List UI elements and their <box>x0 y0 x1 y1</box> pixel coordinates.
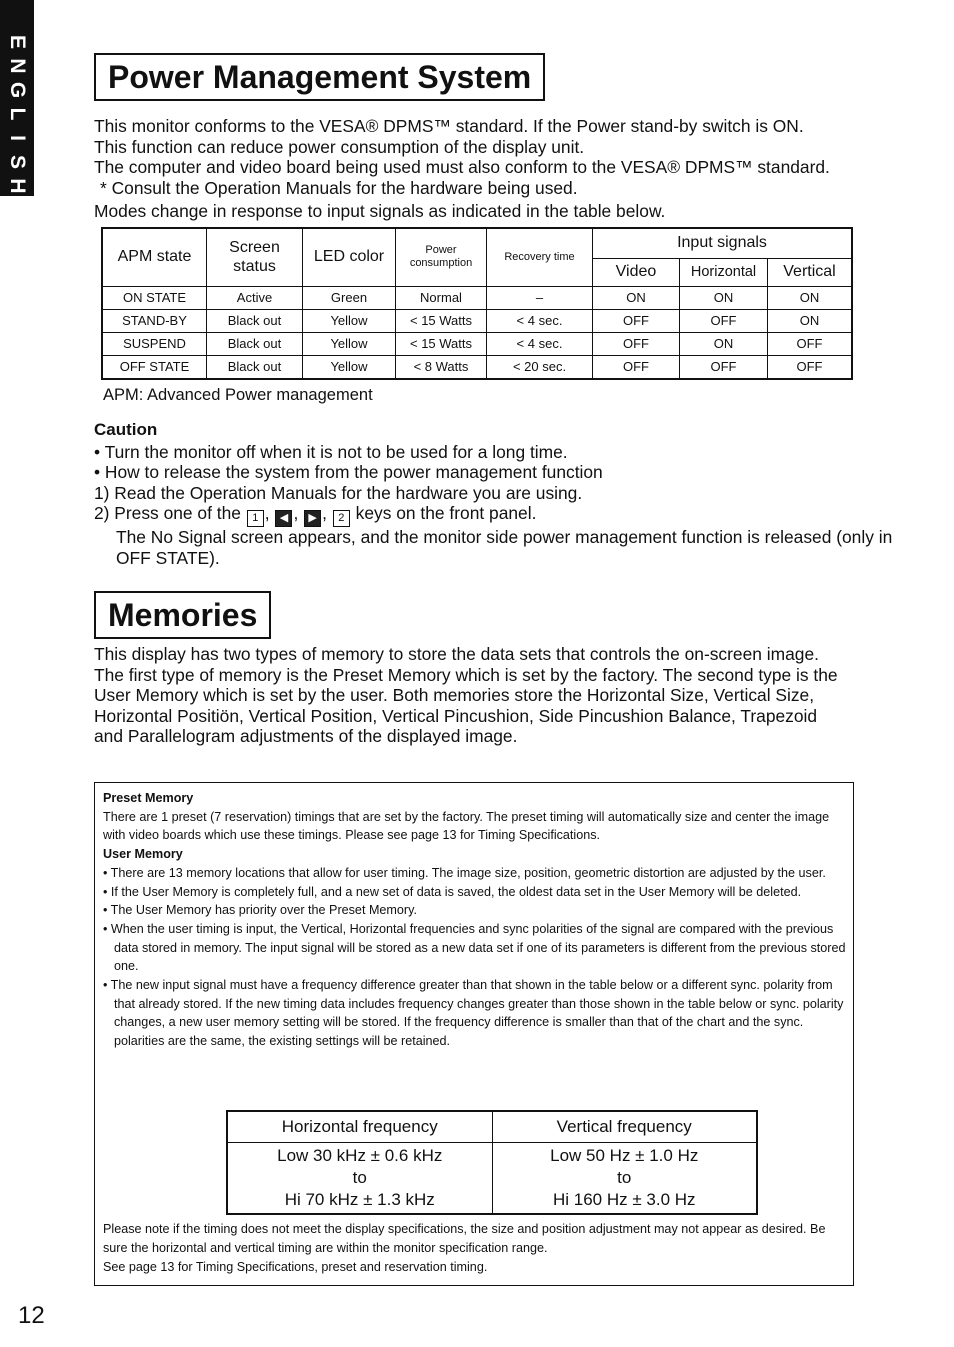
side-tab-letter: L <box>6 107 29 121</box>
table-cell: STAND-BY <box>102 309 207 332</box>
horizontal-frequency-values <box>227 1143 492 1215</box>
table-cell: < 4 sec. <box>487 309 593 332</box>
memories-intro <box>94 644 839 747</box>
user-memory-bullet: • If the User Memory is completely full, and a new set of data is saved, the oldest data set in the User Memory will be deleted. <box>103 884 802 899</box>
table-cell: – <box>487 286 593 309</box>
header-screen-status: Screen status <box>207 228 303 286</box>
vertical-frequency-values <box>492 1143 757 1215</box>
key-left-icon: ◀ <box>275 510 292 527</box>
key-1-icon: 1 <box>247 510 264 527</box>
side-tab-letter: G <box>6 81 29 99</box>
table-row <box>102 332 852 355</box>
side-tab-letter: I <box>6 135 29 141</box>
table-cell: OFF STATE <box>102 355 207 379</box>
table-cell: OFF <box>768 355 853 379</box>
side-tab-letter: E <box>6 34 29 49</box>
intro-line: This monitor conforms to the VESA® DPMS™ standard. If the Power stand-by switch is ON. <box>94 116 804 136</box>
frequency-table <box>226 1110 758 1215</box>
memories-intro-text: This display has two types of memory to store the data sets that controls the on-screen image. The first type of memory is the Preset Memory which is set by the factory. The second type is the User Memory which is set by the user. Both memories store the Horizontal Size, Vertical Size, Horizontal Positiön, Vertical Position, Vertical Pincushion, Side Pincushion Balance, Trapezoid and Parallelogram adjustments of the displayed image. <box>94 644 838 746</box>
h-low-value: Low 30 kHz ± 0.6 kHz <box>277 1146 443 1165</box>
table-row <box>102 286 852 309</box>
v-hi-value: Hi 160 Hz ± 3.0 Hz <box>552 1190 696 1209</box>
side-tab-letters <box>0 30 34 198</box>
table-cell: ON STATE <box>102 286 207 309</box>
table-cell: Active <box>207 286 303 309</box>
header-video: Video <box>593 258 680 286</box>
caution-section <box>94 420 914 568</box>
user-memory-bullet: • The new input signal must have a frequency difference greater than that shown in the table below or a different sync. polarity from that already stored. If the new timing data includes frequency changes greater than those shown in the table below or sync. polarity changes, a new user memory setting will be stored. If the frequency difference is smaller than that of the chart and the sync. polarities are the same, the existing settings will be retained. <box>103 978 844 1049</box>
table-cell: OFF <box>680 309 768 332</box>
memories-title: Memories <box>108 597 258 633</box>
table-cell: < 15 Watts <box>396 332 487 355</box>
preset-memory-text: There are 1 preset (7 reservation) timings that are set by the factory. The preset timing will automatically size and center the image with video boards which use these timings. Please see page 13 for Timing Specifications. <box>103 809 830 843</box>
table-cell: OFF <box>768 332 853 355</box>
side-tab-letter: N <box>6 58 29 74</box>
h-to-label: to <box>352 1168 367 1187</box>
table-cell: < 20 sec. <box>487 355 593 379</box>
table-row <box>102 355 852 379</box>
user-memory-title: User Memory <box>103 847 183 862</box>
header-apm-state: APM state <box>102 228 207 286</box>
table-cell: Green <box>303 286 396 309</box>
header-power-consumption: Power consumption <box>396 228 487 286</box>
table-cell: Yellow <box>303 355 396 379</box>
table-cell: ON <box>680 332 768 355</box>
caution-item: 1) Read the Operation Manuals for the hardware you are using. <box>94 482 583 503</box>
memory-info-box <box>94 782 854 1286</box>
table-cell: OFF <box>593 309 680 332</box>
h-hi-value: Hi 70 kHz ± 1.3 kHz <box>284 1190 435 1209</box>
intro-line: This function can reduce power consumption of the display unit. <box>94 136 585 157</box>
side-tab-letter: H <box>6 178 29 194</box>
step2-detail: The No Signal screen appears, and the monitor side power management function is released (only in OFF STATE). <box>116 527 893 568</box>
vertical-frequency-header: Vertical frequency <box>492 1111 757 1143</box>
intro-line: The computer and video board being used must also conform to the VESA® DPMS™ standard. <box>94 157 830 177</box>
table-cell: Yellow <box>303 332 396 355</box>
side-tab-letter: S <box>6 154 29 169</box>
memories-heading-box <box>94 591 271 639</box>
header-vertical: Vertical <box>768 258 853 286</box>
table-cell: ON <box>768 309 853 332</box>
footnote-line: See page 13 for Timing Specifications, preset and reservation timing. <box>103 1260 488 1274</box>
table-cell: Normal <box>396 286 487 309</box>
table-cell: OFF <box>593 355 680 379</box>
header-input-signals: Input signals <box>593 228 853 258</box>
table-cell: ON <box>768 286 853 309</box>
table-cell: < 8 Watts <box>396 355 487 379</box>
table-cell: ON <box>680 286 768 309</box>
table-cell: OFF <box>680 355 768 379</box>
modes-line: Modes change in response to input signals as indicated in the table below. <box>94 201 666 221</box>
caution-item: • Turn the monitor off when it is not to be used for a long time. <box>94 441 568 462</box>
step2-text-before: 2) Press one of the <box>94 503 241 523</box>
footnote-line: Please note if the timing does not meet the display specifications, the size and position adjustment may not appear as desired. Be sure the horizontal and vertical timing are within the monitor specification range. <box>103 1222 826 1255</box>
apm-state-table <box>101 227 853 380</box>
table-cell: Black out <box>207 332 303 355</box>
power-management-intro <box>94 116 894 222</box>
key-right-icon: ▶ <box>304 510 321 527</box>
timing-footnote <box>103 1220 848 1277</box>
caution-item: • How to release the system from the power management function <box>94 462 603 482</box>
power-management-title: Power Management System <box>108 59 532 95</box>
user-memory-bullet: • There are 13 memory locations that allow for user timing. The image size, position, geometric distortion are adjusted by the user. <box>103 865 826 880</box>
table-cell: Black out <box>207 309 303 332</box>
header-recovery-time: Recovery time <box>487 228 593 286</box>
table-cell: < 15 Watts <box>396 309 487 332</box>
page-number: 12 <box>18 1302 45 1329</box>
horizontal-frequency-header: Horizontal frequency <box>227 1111 492 1143</box>
v-low-value: Low 50 Hz ± 1.0 Hz <box>550 1146 699 1165</box>
table-cell: Black out <box>207 355 303 379</box>
table-cell: OFF <box>593 332 680 355</box>
apm-note: APM: Advanced Power management <box>103 386 373 404</box>
caution-step-2: 2) Press one of the 1 , ◀ , ▶ , 2 keys on the front panel. <box>94 503 914 527</box>
caution-title: Caution <box>94 420 158 439</box>
table-cell: ON <box>593 286 680 309</box>
user-memory-bullet: • When the user timing is input, the Vertical, Horizontal frequencies and sync polarities of the signal are compared with the previous data stored in memory. The input signal will be stored as a new data set if one of its parameters is different from the previous stored one. <box>103 921 846 974</box>
header-horizontal: Horizontal <box>680 258 768 286</box>
user-memory-bullet: • The User Memory has priority over the Preset Memory. <box>103 903 417 918</box>
preset-memory-title: Preset Memory <box>103 791 194 805</box>
v-to-label: to <box>617 1168 632 1187</box>
step2-text-after: keys on the front panel. <box>355 503 537 523</box>
header-led-color: LED color <box>303 228 396 286</box>
power-management-heading-box <box>94 53 545 101</box>
table-cell: Yellow <box>303 309 396 332</box>
intro-line: * Consult the Operation Manuals for the hardware being used. <box>100 177 578 198</box>
table-cell: SUSPEND <box>102 332 207 355</box>
table-row <box>102 309 852 332</box>
table-cell: < 4 sec. <box>487 332 593 355</box>
key-2-icon: 2 <box>333 510 350 527</box>
language-side-tab <box>0 0 34 196</box>
